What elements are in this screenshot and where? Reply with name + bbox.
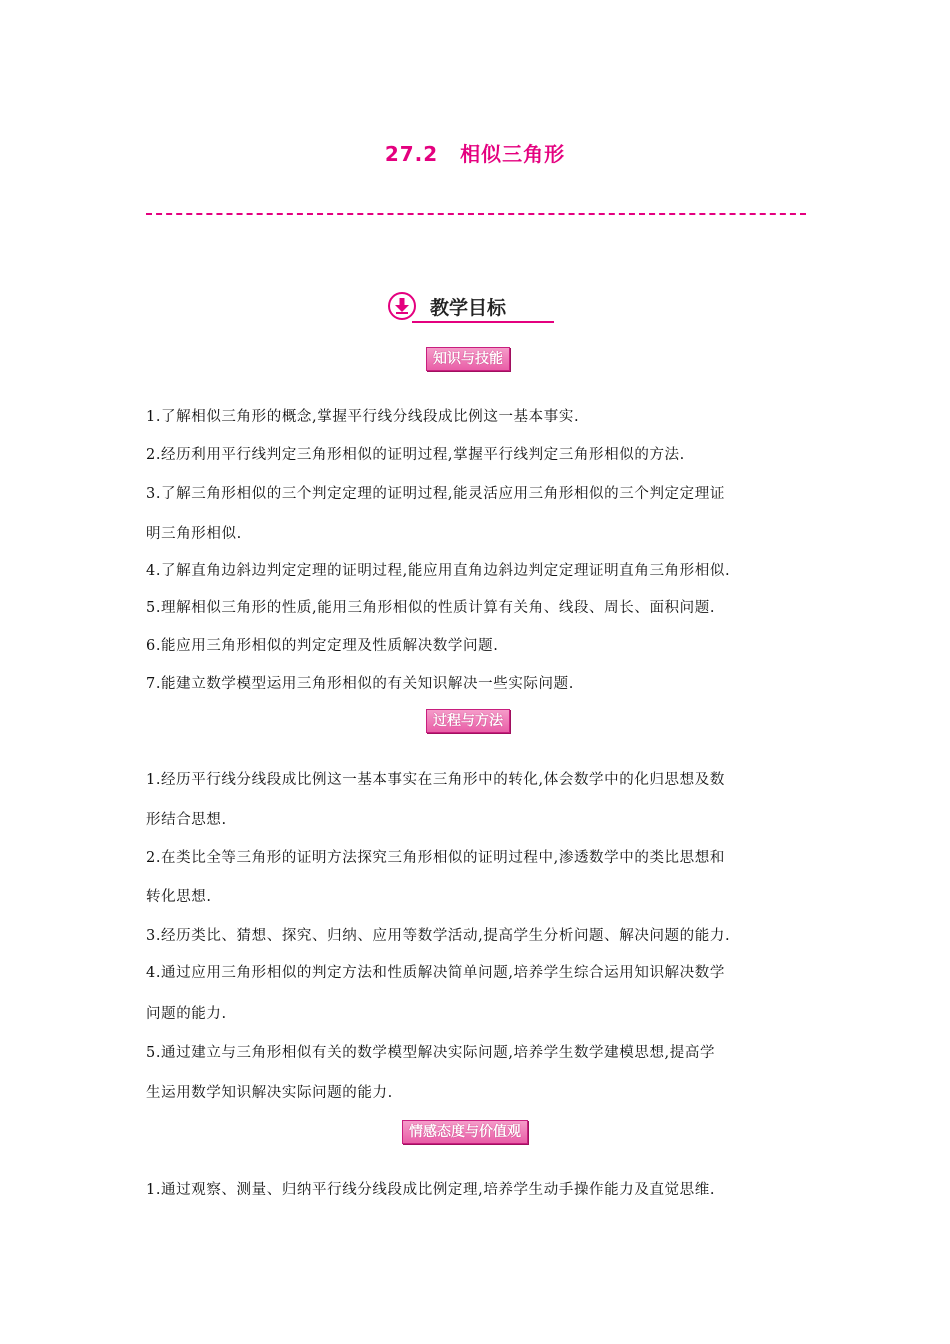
down-arrow-circle-icon [388, 292, 416, 320]
knowledge-item: 1.了解相似三角形的概念,掌握平行线分线段成比例这一基本事实. [146, 409, 580, 425]
heading-underline [412, 321, 554, 323]
process-item: 4.通过应用三角形相似的判定方法和性质解决简单问题,培养学生综合运用知识解决数学 [146, 965, 725, 981]
badge-knowledge-skills: 知识与技能 [426, 347, 510, 371]
knowledge-item: 6.能应用三角形相似的判定定理及性质解决数学问题. [146, 638, 499, 654]
process-item: 3.经历类比、猜想、探究、归纳、应用等数学活动,提高学生分析问题、解决问题的能力. [146, 928, 731, 944]
knowledge-item: 7.能建立数学模型运用三角形相似的有关知识解决一些实际问题. [146, 676, 574, 692]
process-item: 问题的能力. [146, 1006, 227, 1022]
knowledge-item: 4.了解直角边斜边判定定理的证明过程,能应用直角边斜边判定定理证明直角三角形相似. [146, 563, 731, 579]
section-heading-label: 教学目标 [430, 297, 507, 319]
teaching-goals-heading [388, 290, 554, 324]
section-number: 27.2 [384, 142, 439, 166]
section-title: 相似三角形 [460, 142, 566, 166]
process-item: 形结合思想. [146, 812, 227, 828]
emotion-item: 1.通过观察、测量、归纳平行线分线段成比例定理,培养学生动手操作能力及直觉思维. [146, 1182, 716, 1198]
process-item: 生运用数学知识解决实际问题的能力. [146, 1085, 393, 1101]
knowledge-item: 5.理解相似三角形的性质,能用三角形相似的性质计算有关角、线段、周长、面积问题. [146, 600, 716, 616]
process-item: 1.经历平行线分线段成比例这一基本事实在三角形中的转化,体会数学中的化归思想及数 [146, 772, 725, 788]
knowledge-item: 2.经历利用平行线判定三角形相似的证明过程,掌握平行线判定三角形相似的方法. [146, 447, 685, 463]
knowledge-item: 明三角形相似. [146, 526, 242, 542]
dashed-divider [146, 213, 806, 215]
page-title [0, 138, 950, 167]
process-item: 转化思想. [146, 889, 212, 905]
badge-emotion-values: 情感态度与价值观 [402, 1120, 528, 1144]
process-item: 5.通过建立与三角形相似有关的数学模型解决实际问题,培养学生数学建模思想,提高学 [146, 1045, 716, 1061]
knowledge-item: 3.了解三角形相似的三个判定定理的证明过程,能灵活应用三角形相似的三个判定定理证 [146, 486, 725, 502]
badge-process-methods: 过程与方法 [426, 709, 510, 733]
process-item: 2.在类比全等三角形的证明方法探究三角形相似的证明过程中,渗透数学中的类比思想和 [146, 850, 725, 866]
